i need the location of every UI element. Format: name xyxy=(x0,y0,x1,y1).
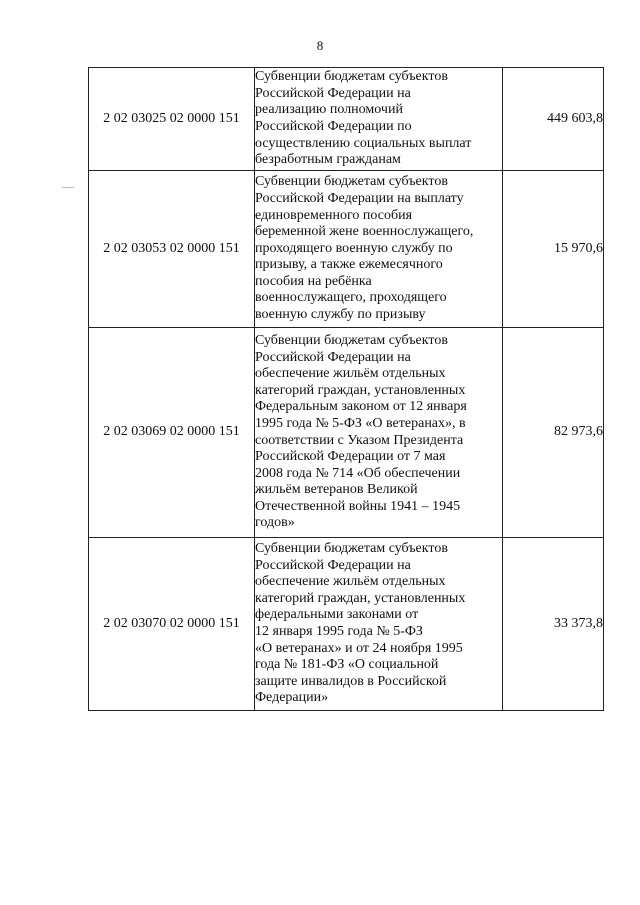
amount-cell: 15 970,6 xyxy=(503,171,604,328)
budget-code-cell: 2 02 03053 02 0000 151 xyxy=(89,171,255,328)
table-row xyxy=(89,68,604,171)
description-cell: Субвенции бюджетам субъектов Российской Федерации на обеспечение жильём отдельных категорий граждан, установленных Федеральным законом от 12 января 1995 года № 5-ФЗ «О ветеранах», в соответствии с Указом Президента Российской Федерации от 7 мая 2008 года № 714 «Об обеспечении жильём ветеранов Великой Отечественной войны 1941 – 1945 годов» xyxy=(255,328,503,538)
description-cell: Субвенции бюджетам субъектов Российской Федерации на выплату единовременного пособия беременной жене военнослужащего, проходящего военную службу по призыву, а также ежемесячного пособия на ребёнка военнослужащего, проходящего военную службу по призыву xyxy=(255,171,503,328)
scan-artifact-mark xyxy=(62,187,74,188)
budget-code-cell: 2 02 03025 02 0000 151 xyxy=(89,68,255,171)
table-row xyxy=(89,328,604,538)
amount-cell: 449 603,8 xyxy=(503,68,604,171)
amount-cell: 82 973,6 xyxy=(503,328,604,538)
description-cell: Субвенции бюджетам субъектов Российской Федерации на обеспечение жильём отдельных категорий граждан, установленных федеральными законами от 12 января 1995 года № 5-ФЗ «О ветеранах» и от 24 ноября 1995 года № 181-ФЗ «О социальной защите инвалидов в Российской Федерации» xyxy=(255,538,503,711)
table-row xyxy=(89,171,604,328)
table-row xyxy=(89,538,604,711)
budget-code-cell: 2 02 03070 02 0000 151 xyxy=(89,538,255,711)
budget-code-cell: 2 02 03069 02 0000 151 xyxy=(89,328,255,538)
amount-cell: 33 373,8 xyxy=(503,538,604,711)
page-number: 8 xyxy=(316,38,324,53)
description-cell: Субвенции бюджетам субъектов Российской Федерации на реализацию полномочий Российской Федерации по осуществлению социальных выплат безработным гражданам xyxy=(255,68,503,171)
budget-table xyxy=(88,67,604,711)
